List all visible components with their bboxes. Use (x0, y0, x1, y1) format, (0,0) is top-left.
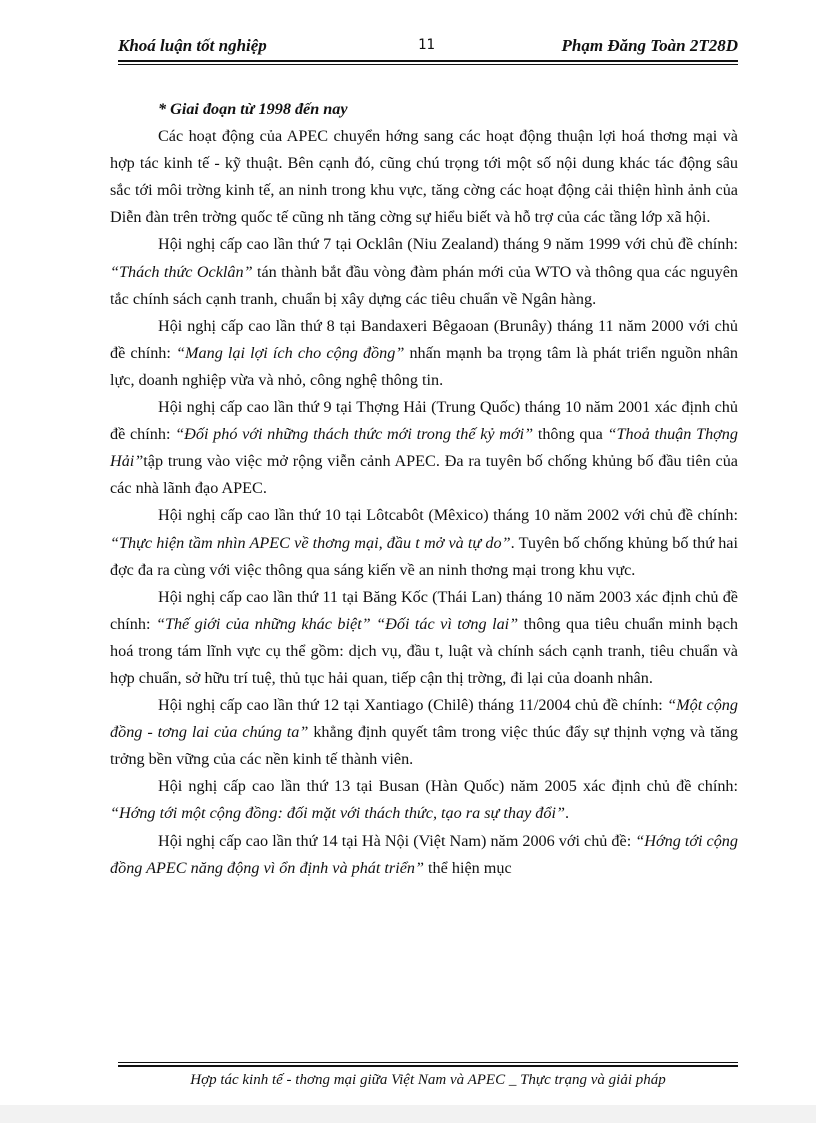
page-body (110, 96, 738, 882)
paragraph-summit-14: Hội nghị cấp cao lần thứ 14 tại Hà Nội (Việt Nam) năm 2006 với chủ đề: “Hớng tới cộng đồng APEC năng động vì ổn định và phát triển” thể hiện mục (110, 831, 738, 877)
paragraph-summit-11: Hội nghị cấp cao lần thứ 11 tại Băng Kốc (Thái Lan) tháng 10 năm 2003 xác định chủ đề chính: “Thế giới của những khác biệt” “Đối tác vì tơng lai” thông qua tiêu chuẩn minh bạch hoá trong tám lĩnh vực cụ thể gồm: dịch vụ, đầu t, luật và chính sách cạnh tranh, tiêu chuẩn và hợp chuẩn, sở hữu trí tuệ, thủ tục hải quan, tiếp cận thị trờng, đi lại của doanh nhân. (110, 587, 738, 687)
paragraph-summit-10: Hội nghị cấp cao lần thứ 10 tại Lôtcabôt (Mêxico) tháng 10 năm 2002 với chủ đề chính: “Thực hiện tầm nhìn APEC về thơng mại, đầu t mở và tự do”. Tuyên bố chống khủng bố thứ hai đợc đa ra cùng với việc thông qua sáng kiến về an ninh thơng mại trong khu vực. (110, 506, 738, 579)
section-intro: Các hoạt động của APEC chuyển hớng sang các hoạt động thuận lợi hoá thơng mại và hợp tác kinh tế - kỹ thuật. Bên cạnh đó, cũng chú trọng tới một số nội dung khác tác động sâu sắc tới môi trờng kinh tế, an ninh trong khu vực, tăng cờng các hoạt động cải thiện hình ảnh của Diễn đàn trên trờng quốc tế cũng nh tăng cờng sự hiểu biết và hỗ trợ của các tầng lớp xã hội. (110, 127, 738, 227)
paragraph-summit-13: Hội nghị cấp cao lần thứ 13 tại Busan (Hàn Quốc) năm 2005 xác định chủ đề chính: “Hớng tới một cộng đồng: đối mặt với thách thức, tạo ra sự thay đổi”. (110, 777, 738, 823)
footer-rule-thin (118, 1062, 738, 1063)
summit-13-theme: “Hớng tới một cộng đồng: đối mặt với thách thức, tạo ra sự thay đổi” (110, 804, 565, 823)
summit-11-theme: “Thế giới của những khác biệt” “Đối tác vì tơng lai” (155, 614, 519, 633)
page-footer: Hợp tác kinh tế - thơng mại giữa Việt Nam và APEC _ Thực trạng và giải pháp (190, 1072, 666, 1088)
section-heading: * Giai đoạn từ 1998 đến nay (158, 100, 348, 118)
page-number: 11 (418, 37, 435, 53)
summit-12-theme: “Một cộng đồng - tơng lai của chúng ta” (110, 696, 738, 742)
paragraph-summit-12: Hội nghị cấp cao lần thứ 12 tại Xantiago (Chilê) tháng 11/2004 chủ đề chính: “Một cộng đồng - tơng lai của chúng ta” khẳng định quyết tâm trong việc thúc đẩy sự thịnh vợng và tăng trởng bền vững của các nền kinh tế thành viên. (110, 696, 738, 769)
summit-9-theme: “Đối phó với những thách thức mới trong thế kỷ mới” (175, 425, 534, 444)
paragraph-summit-7: Hội nghị cấp cao lần thứ 7 tại Ocklân (Niu Zealand) tháng 9 năm 1999 với chủ đề chính: “Thách thức Ocklân” tán thành bắt đầu vòng đàm phán mới của WTO và thông qua các nguyên tắc chính sách cạnh tranh, chuẩn bị xây dựng các tiêu chuẩn về Ngân hàng. (110, 235, 739, 308)
footer-rule-thick (118, 1065, 738, 1067)
summit-9-agreement: “Thoả thuận Thợng Hải” (110, 425, 738, 471)
page-header (118, 32, 738, 58)
paragraph-summit-9: Hội nghị cấp cao lần thứ 9 tại Thợng Hải (Trung Quốc) tháng 10 năm 2001 xác định chủ đề chính: “Đối phó với những thách thức mới trong thế kỷ mới” thông qua “Thoả thuận Thợng Hải”tập trung vào việc mở rộng viễn cảnh APEC. Đa ra tuyên bố chống khủng bố đầu tiên của các nhà lãnh đạo APEC. (110, 398, 738, 498)
summit-14-theme: “Hớng tới cộng đồng APEC năng động vì ổn định và phát triển” (110, 831, 738, 877)
paragraph-summit-8: Hội nghị cấp cao lần thứ 8 tại Bandaxeri Bêgaoan (Brunây) tháng 11 năm 2000 với chủ đề chính: “Mang lại lợi ích cho cộng đồng” nhấn mạnh ba trọng tâm là phát triển nguồn nhân lực, doanh nghiệp vừa và nhỏ, công nghệ thông tin. (110, 316, 738, 389)
page-bottom-margin (0, 1105, 816, 1123)
header-author: Phạm Đăng Toàn 2T28D (561, 36, 738, 55)
summit-10-theme: “Thực hiện tầm nhìn APEC về thơng mại, đầu t mở và tự do” (110, 533, 511, 552)
summit-8-theme: “Mang lại lợi ích cho cộng đồng” (176, 343, 405, 362)
header-rule-thick (118, 60, 738, 62)
header-rule-thin (118, 64, 738, 65)
summit-7-theme: “Thách thức Ocklân” (110, 262, 253, 281)
header-document-type: Khoá luận tốt nghiệp (118, 36, 267, 55)
